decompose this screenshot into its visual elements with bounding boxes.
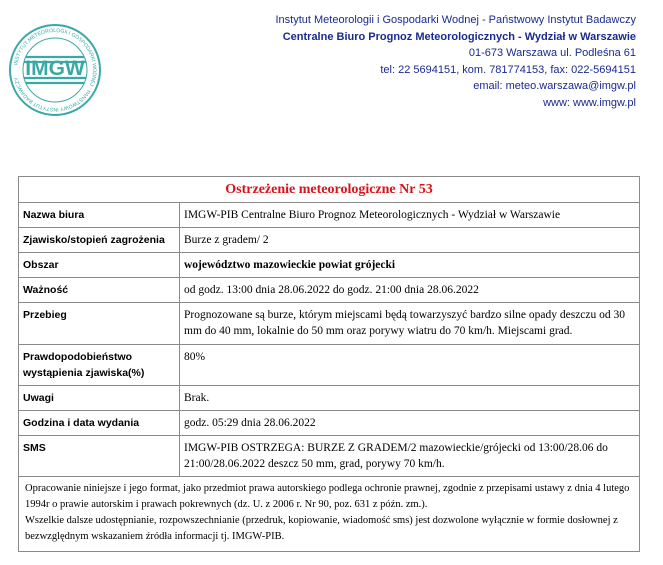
table-row (19, 253, 639, 278)
row-label: SMS (19, 436, 180, 477)
distribution-text: Wszelkie dalsze udostępnianie, rozpowszechnianie (przedruk, kopiowanie, wiadomość sms) jest dozwolone wyłącznie w formie dosłownej z bezwzględnym wskazaniem źródła informacji tj. IMGW-PIB. (25, 515, 618, 542)
row-value: 80% (180, 345, 640, 386)
row-label: Uwagi (19, 386, 180, 411)
row-label: Prawdopodobieństwo wystąpienia zjawiska(%) (19, 345, 180, 386)
institute-name: Instytut Meteorologii i Gospodarki Wodnej - Państwowy Instytut Badawczy (275, 14, 636, 26)
warning-sheet (18, 176, 640, 552)
logo-text: IMGW (25, 57, 85, 80)
row-value: IMGW-PIB Centralne Biuro Prognoz Meteorologicznych - Wydział w Warszawie (180, 203, 640, 228)
bureau-name: Centralne Biuro Prognoz Meteorologicznych - Wydział w Warszawie (282, 30, 636, 43)
email[interactable]: email: meteo.warszawa@imgw.pl (473, 80, 636, 92)
copyright-text: Opracowanie niniejsze i jego format, jako przedmiot prawa autorskiego podlega ochronie prawnej, zgodnie z przepisami ustawy z dnia 4 lutego 1994r o prawie autorskim i prawach pokrewnych (dz. U. z 2006 r. Nr 90, poz. 631 z późn. zm.). (25, 483, 630, 510)
row-label: Godzina i data wydania (19, 411, 180, 436)
logo-ring-text: INSTYTUT METEOROLOGII I GOSPODARKI WODNEJ · PAŃSTWOWY INSTYTUT BADAWCZY (13, 27, 98, 113)
website[interactable]: www: www.imgw.pl (543, 96, 636, 109)
copyright-notice (19, 477, 639, 551)
row-value: Prognozowane są burze, którym miejscami będą towarzyszyć bardzo silne opady deszczu od 30 mm do 40 mm, lokalnie do 50 mm oraz porywy wiatru do 70 km/h. Miejscami grad. (180, 303, 640, 345)
imgw-logo (8, 23, 102, 117)
table-row (19, 303, 639, 345)
row-value: IMGW-PIB OSTRZEGA: BURZE Z GRADEM/2 mazowieckie/grójecki od 13:00/28.06 do 21:00/28.06.2022 deszcz 50 mm, grad, porywy 70 km/h. (180, 436, 640, 477)
warning-title: Ostrzeżenie meteorologiczne Nr 53 (19, 177, 639, 203)
table-row (19, 436, 639, 477)
table-row (19, 345, 639, 386)
table-row (19, 228, 639, 253)
row-value: godz. 05:29 dnia 28.06.2022 (180, 411, 640, 436)
row-label: Przebieg (19, 303, 180, 345)
table-row (19, 386, 639, 411)
address: 01-673 Warszawa ul. Podleśna 61 (468, 47, 636, 59)
row-label: Ważność (19, 278, 180, 303)
row-label: Nazwa biura (19, 203, 180, 228)
row-value: Burze z gradem/ 2 (180, 228, 640, 253)
warning-table (19, 203, 639, 477)
table-row (19, 203, 639, 228)
row-value: Brak. (180, 386, 640, 411)
row-value: od godz. 13:00 dnia 28.06.2022 do godz. 21:00 dnia 28.06.2022 (180, 278, 640, 303)
table-row (19, 278, 639, 303)
row-value: województwo mazowieckie powiat grójecki (180, 253, 640, 278)
institute-header (275, 12, 636, 111)
row-label: Zjawisko/stopień zagrożenia (19, 228, 180, 253)
phone: tel: 22 5694151, kom. 781774153, fax: 022-5694151 (380, 63, 636, 76)
table-row (19, 411, 639, 436)
row-label: Obszar (19, 253, 180, 278)
